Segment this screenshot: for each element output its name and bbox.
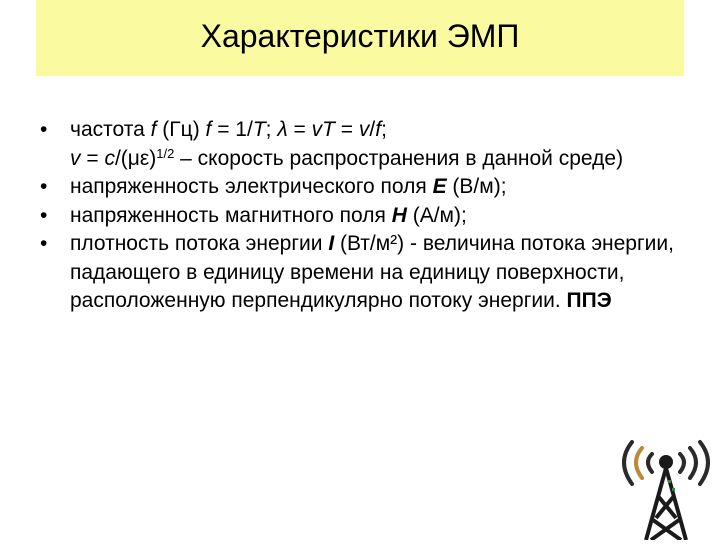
list-item: • напряженность электрического поля E (В/м); <box>40 173 700 202</box>
title-bar <box>36 0 684 76</box>
symbol-i: I <box>328 232 335 255</box>
bullet-marker: • <box>40 118 48 141</box>
radio-tower-icon <box>612 432 720 540</box>
list-item: • плотность потока энергии I (Вт/м²) - величина потока энергии, падающего в единицу времени на единицу поверхности, расположенную перпендикулярно потоку энергии. ППЭ <box>40 232 674 312</box>
slide-title: Характеристики ЭМП <box>200 18 520 54</box>
bullet-marker: • <box>40 232 48 255</box>
list-item: • частота f (Гц) f = 1/T; λ = vT = v/f; $v = c/(\mu\varepsilon)^{1/2}$ – скорость распространения в данной среде) <box>40 118 624 170</box>
symbol-h: H <box>391 203 407 227</box>
bullet-list <box>40 116 700 316</box>
abbr-ppe: ППЭ <box>566 289 612 312</box>
symbol-e: E <box>432 175 447 198</box>
list-item: • напряженность магнитного поля H (А/м); <box>40 202 700 231</box>
bullet-marker: • <box>40 175 48 198</box>
bullet-marker: • <box>40 203 48 227</box>
